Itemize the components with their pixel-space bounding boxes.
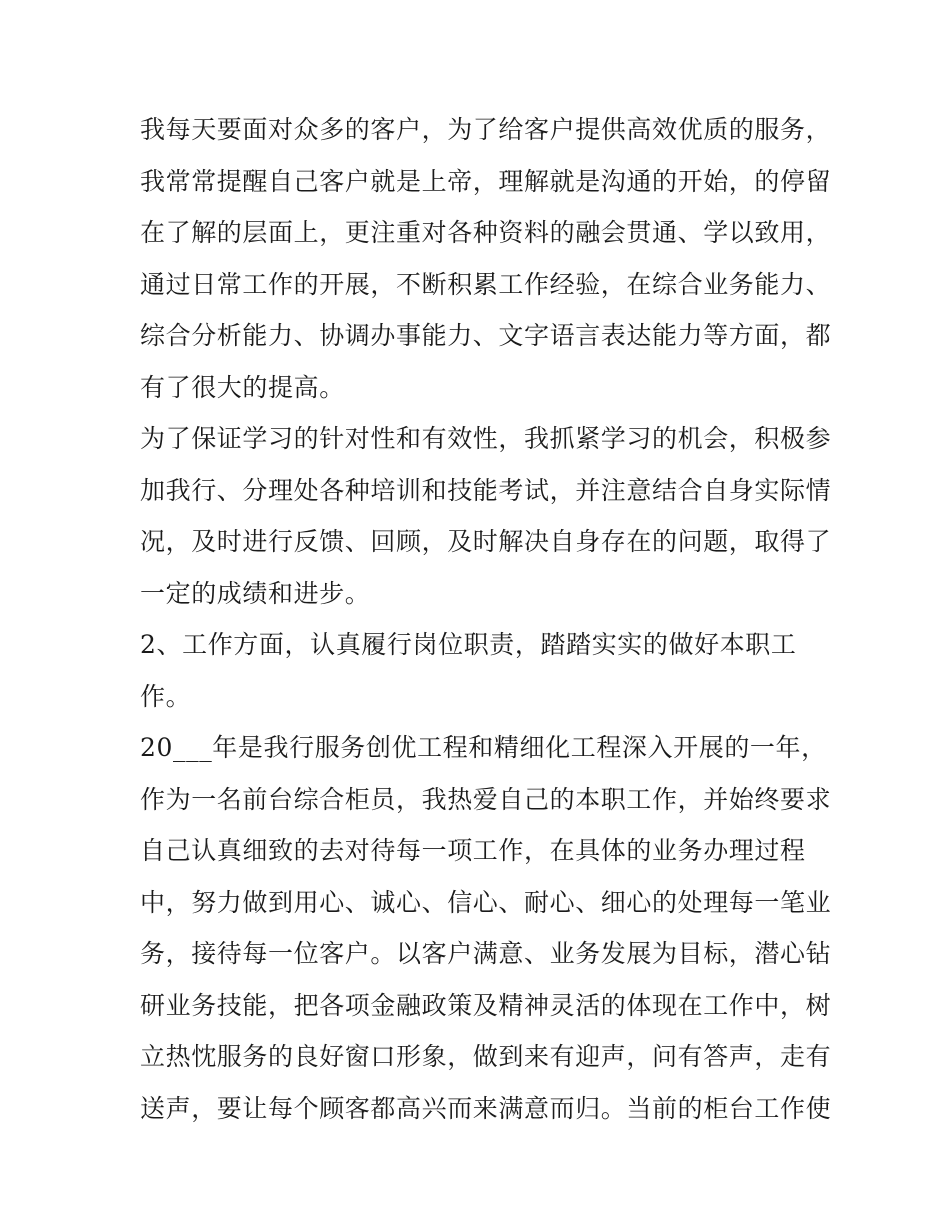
text-line: 我常常提醒自己客户就是上帝，理解就是沟通的开始，的停留 xyxy=(140,166,832,196)
text-line: 作。 xyxy=(140,681,192,711)
text-line: 综合分析能力、协调办事能力、文字语言表达能力等方面，都 xyxy=(140,321,832,350)
text-line: 通过日常工作的开展，不断积累工作经验，在综合业务能力、 xyxy=(140,269,832,299)
text-line: 送声，要让每个顾客都高兴而来满意而归。当前的柜台工作使 xyxy=(140,1093,832,1123)
text-line: 为了保证学习的针对性和有效性，我抓紧学习的机会，积极参 xyxy=(140,424,832,453)
text-line: 中，努力做到用心、诚心、信心、耐心、细心的处理每一笔业 xyxy=(140,887,832,917)
text-line: 作为一名前台综合柜员，我热爱自己的本职工作，并始终要求 xyxy=(140,784,832,814)
text-line: 在了解的层面上，更注重对各种资料的融会贯通、学以致用， xyxy=(140,218,832,247)
text-line: 况，及时进行反馈、回顾，及时解决自身存在的问题，取得了 xyxy=(140,527,832,556)
text-line: 一定的成绩和进步。 xyxy=(140,578,371,608)
text-line: 2、工作方面，认真履行岗位职责，踏踏实实的做好本职工 xyxy=(140,630,797,659)
text-line: 加我行、分理处各种培训和技能考试，并注意结合自身实际情 xyxy=(140,475,832,505)
text-line: 研业务技能，把各项金融政策及精神灵活的体现在工作中，树 xyxy=(140,990,832,1020)
text-line: 立热忱服务的良好窗口形象，做到来有迎声，问有答声，走有 xyxy=(140,1042,832,1071)
body-text xyxy=(140,104,832,1134)
text-line: 自己认真细致的去对待每一项工作，在具体的业务办理过程 xyxy=(140,836,806,865)
text-line: 我每天要面对众多的客户，为了给客户提供高效优质的服务， xyxy=(140,115,832,144)
text-line: 有了很大的提高。 xyxy=(140,372,345,402)
text-line: 务，接待每一位客户。以客户满意、业务发展为目标，潜心钻 xyxy=(140,939,832,968)
text-line: 20___年是我行服务创优工程和精细化工程深入开展的一年， xyxy=(140,733,827,762)
